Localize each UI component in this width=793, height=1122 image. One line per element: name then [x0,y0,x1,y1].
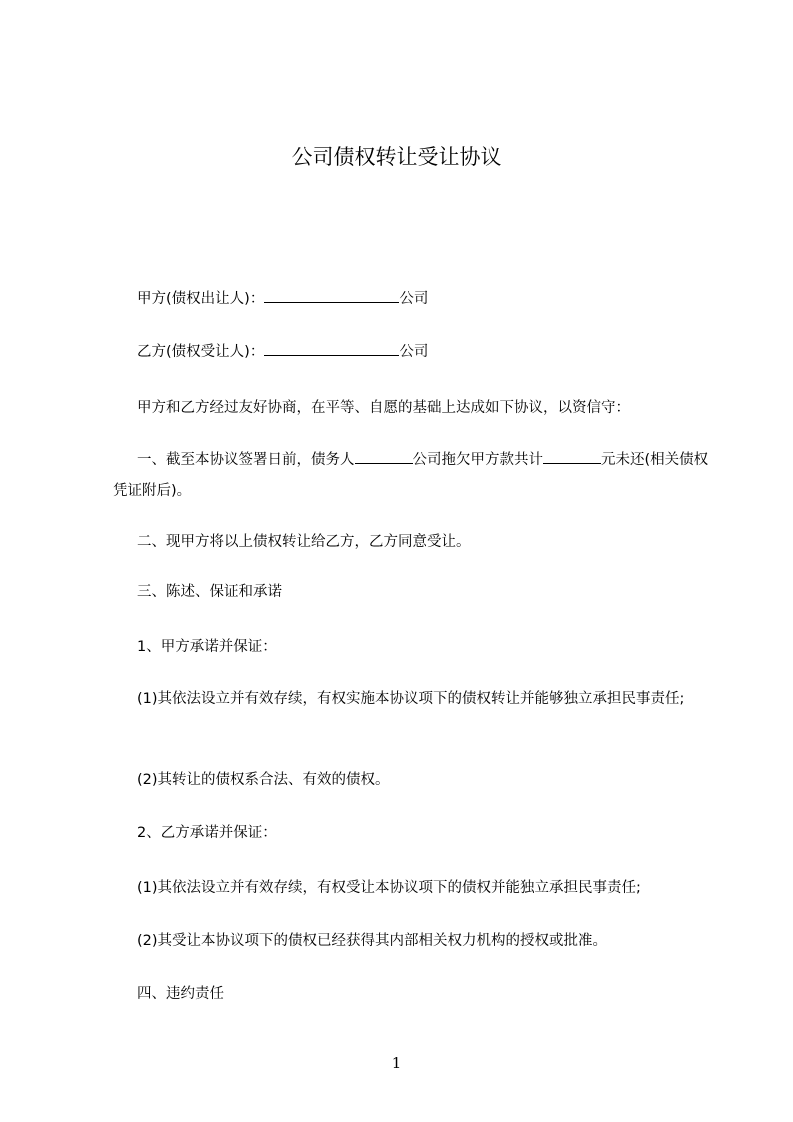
amount-blank [543,449,601,464]
clause-1-paragraph [113,445,709,507]
party-b-line [113,337,709,368]
party-a-blank [264,288,399,303]
party-b-item-1: (1)其依法设立并有效存续，有权受让本协议项下的债权并能独立承担民事责任; [137,880,641,896]
party-b-suffix: 公司 [399,344,429,360]
party-a-line [113,284,709,315]
party-a-item-1: (1)其依法设立并有效存续，有权实施本协议项下的债权转让并能够独立承担民事责任; [137,691,685,707]
party-a-suffix: 公司 [399,291,429,307]
clause-1-part2: 公司拖欠甲方款共计 [412,452,543,468]
party-a-label: 甲方(债权出让人)： [137,291,265,307]
party-a-commitments-heading: 1、甲方承诺并保证： [137,639,277,655]
clause-4-heading: 四、违约责任 [137,986,224,1002]
document-title: 公司债权转让受让协议 [291,145,502,169]
clause-1-part1: 一、截至本协议签署日前，债务人 [137,452,355,468]
party-b-item-2: (2)其受让本协议项下的债权已经获得其内部相关权力机构的授权或批准。 [137,933,608,949]
page-number: 1 [391,1054,402,1072]
party-a-item-2: (2)其转让的债权系合法、有效的债权。 [137,772,390,788]
clause-3-heading: 三、陈述、保证和承诺 [137,584,282,600]
clause-1-part3: 元未还(相关债权凭证附后)。 [113,452,709,499]
clause-2-paragraph: 二、现甲方将以上债权转让给乙方，乙方同意受让。 [137,534,471,550]
party-b-label: 乙方(债权受让人)： [137,344,265,360]
debtor-blank [355,449,413,464]
party-b-commitments-heading: 2、乙方承诺并保证： [137,825,277,841]
intro-paragraph: 甲方和乙方经过友好协商，在平等、自愿的基础上达成如下协议，以资信守： [137,400,630,416]
party-b-blank [264,341,399,356]
